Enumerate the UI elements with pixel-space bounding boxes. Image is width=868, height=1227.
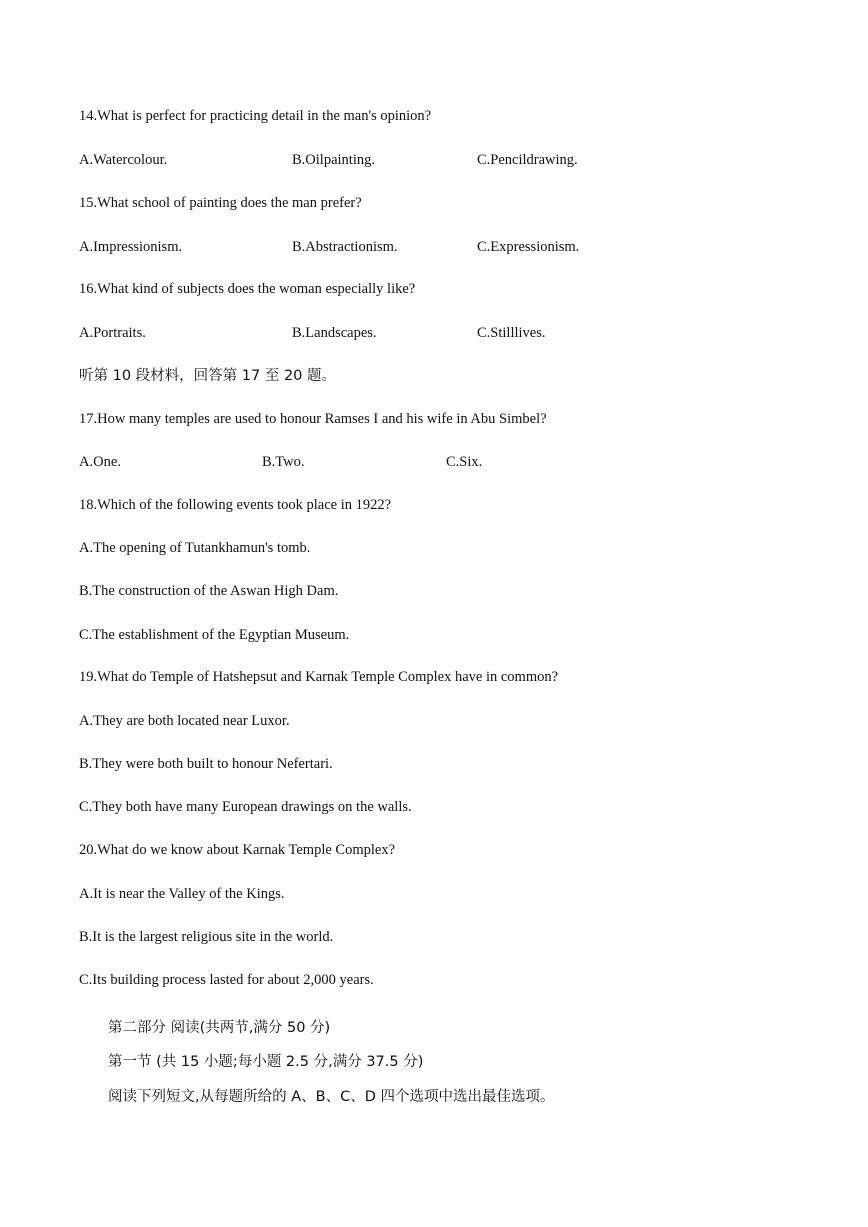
- q19-option-b: B.They were both built to honour Nefertari.: [79, 756, 333, 772]
- q14-option-c: C.Pencildrawing.: [477, 152, 578, 168]
- q20-option-b: B.It is the largest religious site in the world.: [79, 929, 334, 945]
- q16-option-a: A.Portraits.: [79, 325, 146, 341]
- q17-option-b: B.Two.: [262, 454, 305, 470]
- q18-option-a: A.The opening of Tutankhamun's tomb.: [79, 540, 311, 556]
- q20-option-c: C.Its building process lasted for about 2,000 years.: [79, 972, 374, 988]
- part-2-instruction: 阅读下列短文,从每题所给的 A、B、C、D 四个选项中选出最佳选项。: [108, 1089, 555, 1105]
- section-10-instruction: 听第 10 段材料，回答第 17 至 20 题。: [79, 368, 337, 384]
- q16-option-c: C.Stilllives.: [477, 325, 546, 341]
- q14-option-a: A.Watercolour.: [79, 152, 168, 168]
- question-15: 15.What school of painting does the man prefer?: [79, 195, 362, 211]
- q15-option-c: C.Expressionism.: [477, 239, 580, 255]
- q14-option-b: B.Oilpainting.: [292, 152, 375, 168]
- q16-option-b: B.Landscapes.: [292, 325, 377, 341]
- question-16: 16.What kind of subjects does the woman especially like?: [79, 281, 416, 297]
- q15-option-a: A.Impressionism.: [79, 239, 183, 255]
- q18-option-c: C.The establishment of the Egyptian Museum.: [79, 627, 350, 643]
- q15-option-b: B.Abstractionism.: [292, 239, 398, 255]
- question-18: 18.Which of the following events took place in 1922?: [79, 497, 392, 513]
- q19-option-c: C.They both have many European drawings on the walls.: [79, 799, 412, 815]
- question-14: 14.What is perfect for practicing detail in the man's opinion?: [79, 108, 432, 124]
- question-20: 20.What do we know about Karnak Temple Complex?: [79, 842, 396, 858]
- q17-option-a: A.One.: [79, 454, 121, 470]
- q19-option-a: A.They are both located near Luxor.: [79, 713, 290, 729]
- question-17: 17.How many temples are used to honour Ramses I and his wife in Abu Simbel?: [79, 411, 547, 427]
- part-2-title: 第二部分 阅读(共两节,满分 50 分): [108, 1020, 331, 1036]
- question-19: 19.What do Temple of Hatshepsut and Karnak Temple Complex have in common?: [79, 669, 559, 685]
- part-2-section-1: 第一节 (共 15 小题;每小题 2.5 分,满分 37.5 分): [108, 1054, 424, 1070]
- q18-option-b: B.The construction of the Aswan High Dam.: [79, 583, 339, 599]
- q17-option-c: C.Six.: [446, 454, 483, 470]
- q20-option-a: A.It is near the Valley of the Kings.: [79, 886, 285, 902]
